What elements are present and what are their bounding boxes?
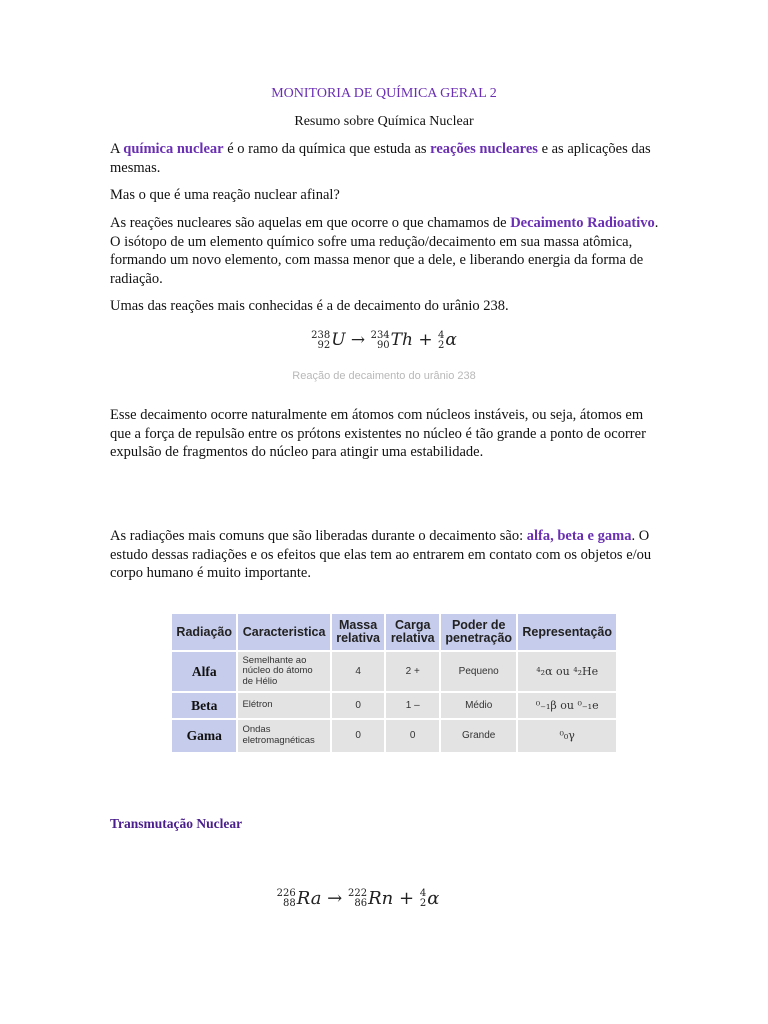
- document-title: MONITORIA DE QUÍMICA GERAL 2: [271, 86, 497, 101]
- paragraph-intro: A química nuclear é o ramo da química que estuda as reações nucleares e as aplicações das mesmas.: [110, 141, 651, 176]
- equation-radium-decay: 226 88 Ra → 222 86 Rn + 4 2 α: [276, 888, 440, 909]
- col-header: Carga relativa: [385, 614, 440, 651]
- paragraph-radiacoes: As radiações mais comuns que são liberadas durante o decaimento são: alfa, beta e gama. O estudo dessas radiações e os efeitos que elas tem ao entrarem em contato com os objetos e/ou corpo humano é muito importante.: [110, 528, 652, 581]
- section-title-transmutacao: Transmutação Nuclear: [110, 816, 243, 831]
- table-row: Beta Elétron 0 1 – Médio ⁰₋₁β ou ⁰₋₁e: [172, 692, 617, 719]
- paragraph-nucleos-instaveis: Esse decaimento ocorre naturalmente em átomos com núcleos instáveis, ou seja, átomos em que a força de repulsão entre os prótons existentes no núcleo é tão grande a ponto de ocorrer expulsão de fragmentos do núcleo para atingir uma estabilidade.: [110, 407, 646, 460]
- table-header-row: [172, 614, 617, 651]
- document-subtitle: Resumo sobre Química Nuclear: [294, 114, 474, 129]
- term-alfa-beta-gama: alfa, beta e gama: [526, 528, 632, 544]
- radiation-table: [172, 614, 618, 754]
- col-header: Massa relativa: [331, 614, 386, 651]
- term-reacoes-nucleares: reações nucleares: [430, 141, 538, 157]
- term-decaimento-radioativo: Decaimento Radioativo: [510, 215, 655, 231]
- col-header: Caracteristica: [237, 614, 330, 651]
- col-header: Representação: [517, 614, 617, 651]
- equation-caption: Reação de decaimento do urânio 238: [292, 370, 476, 382]
- paragraph-decaimento: As reações nucleares são aquelas em que ocorre o que chamamos de Decaimento Radioativo. O isótopo de um elemento químico sofre uma redução/decaimento em sua massa atômica, formando um novo elemento, com massa menor que a dele, e liberando energia da forma de radiação.: [110, 215, 659, 287]
- term-quimica-nuclear: química nuclear: [123, 141, 224, 157]
- table-row: Alfa Semelhante ao núcleo do átomo de Hélio 4 2 + Pequeno ⁴₂α ou ⁴₂He: [172, 651, 617, 692]
- col-header: Poder de penetração: [440, 614, 517, 651]
- col-header: Radiação: [172, 614, 237, 651]
- table-row: Gama Ondas eletromagnéticas 0 0 Grande ⁰₀γ: [172, 719, 617, 753]
- equation-uranium-decay: 238 92 U → 234 90 Th + 4 2 α: [311, 329, 457, 351]
- paragraph-uranio: Umas das reações mais conhecidas é a de decaimento do urânio 238.: [110, 298, 509, 314]
- paragraph-question: Mas o que é uma reação nuclear afinal?: [110, 187, 340, 203]
